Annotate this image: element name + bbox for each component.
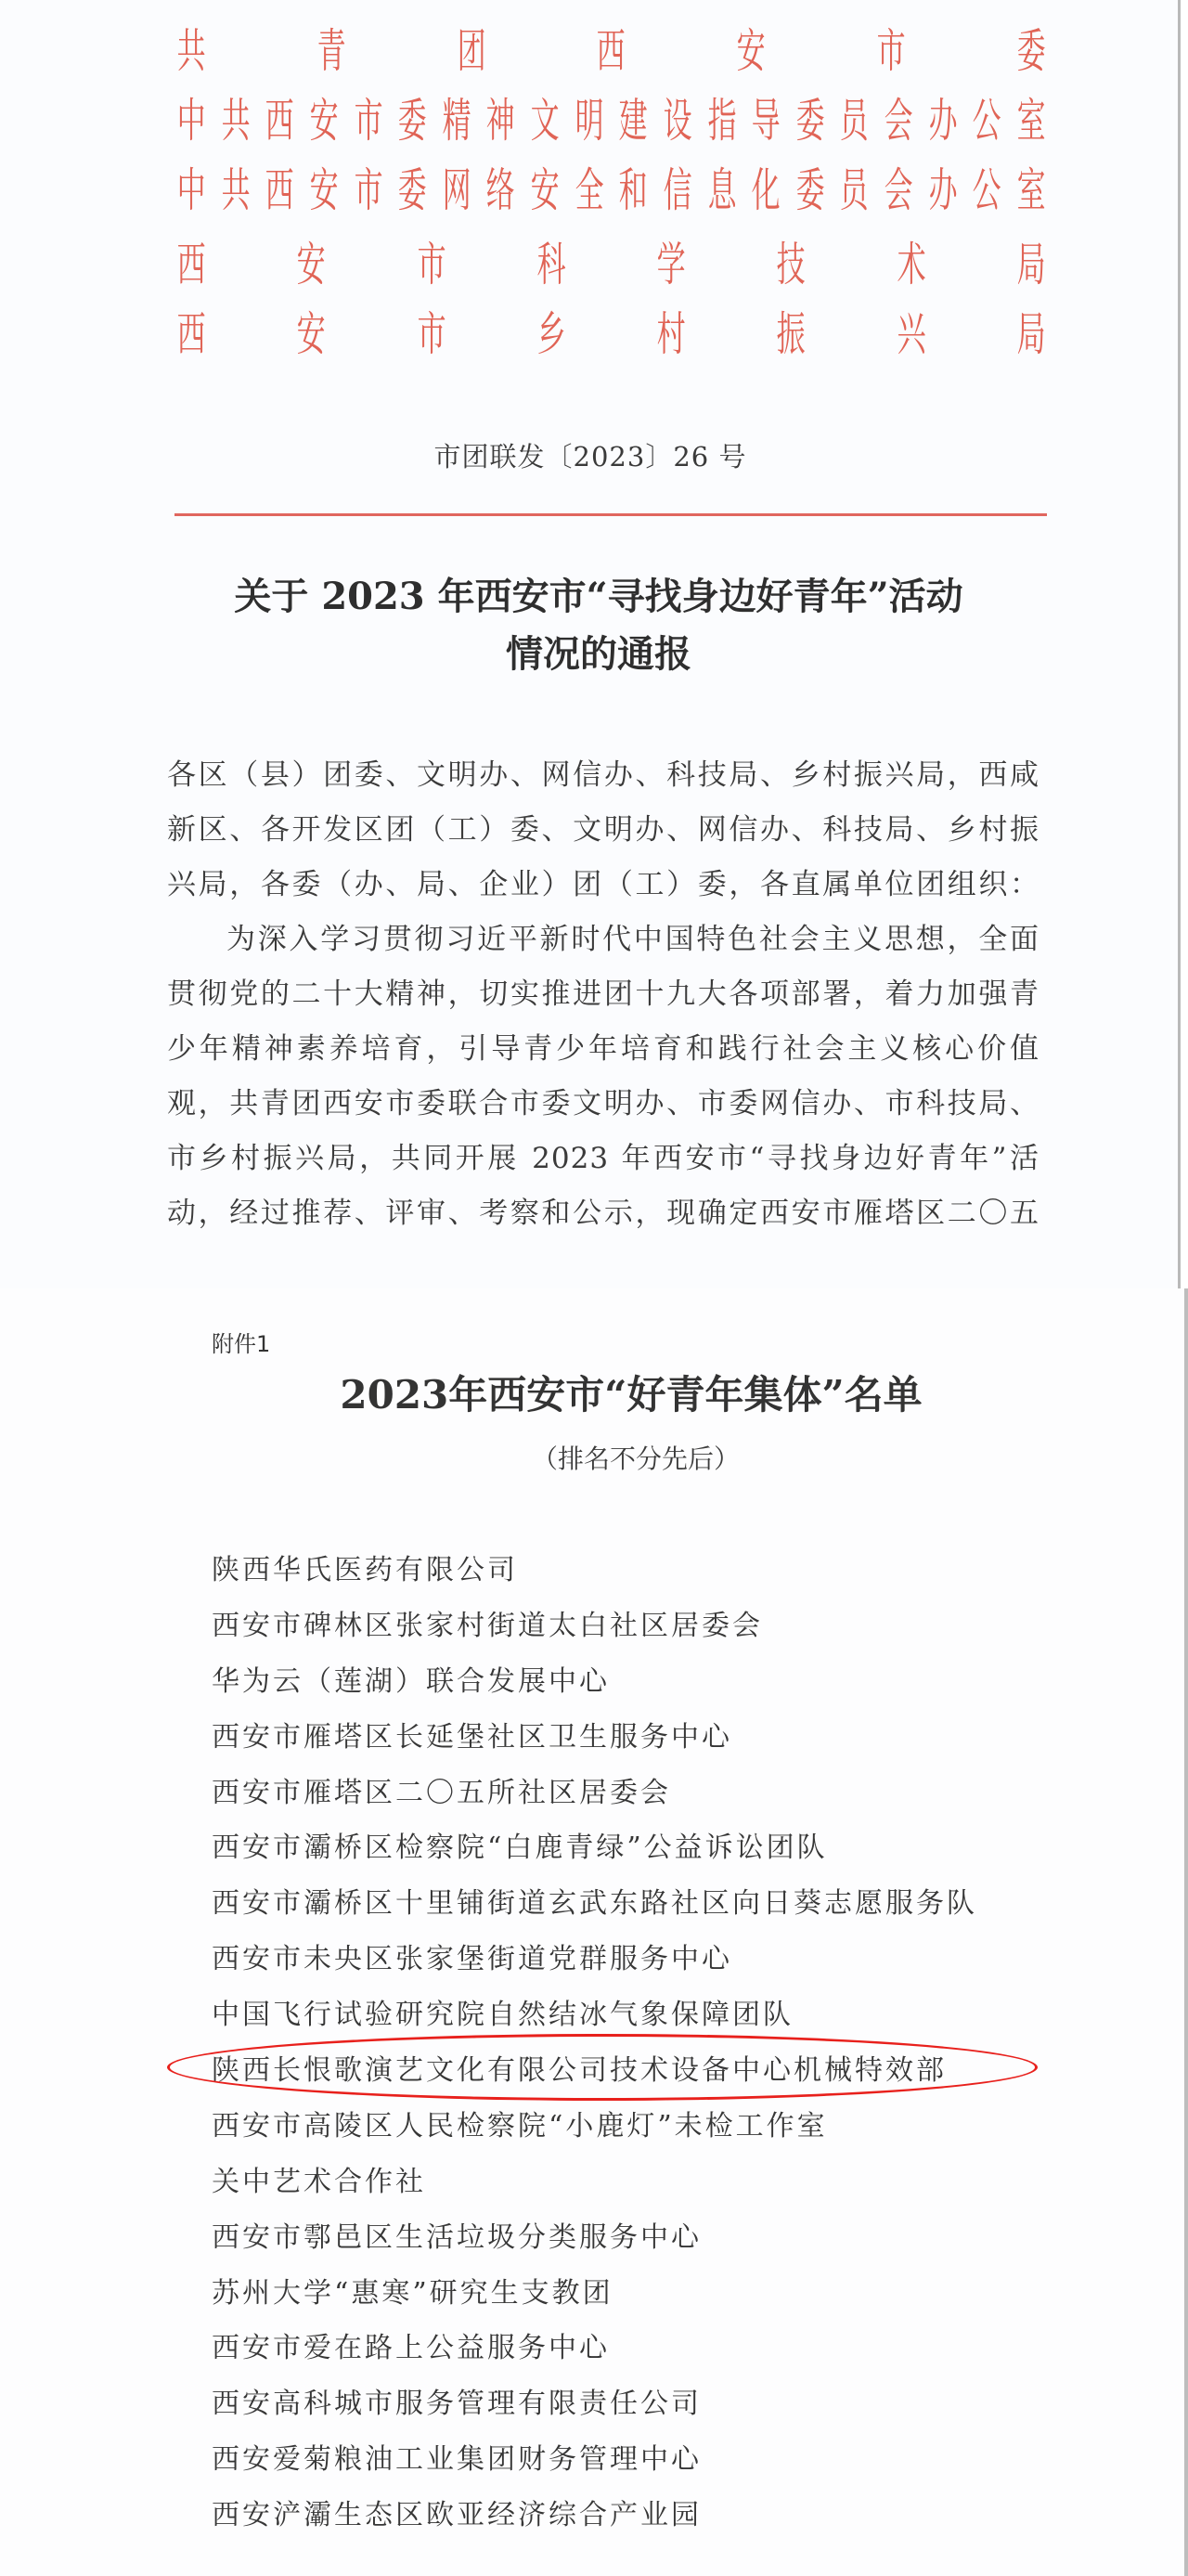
- attachment-label: 附件1: [212, 1331, 271, 1357]
- masthead-row: [170, 232, 1047, 297]
- list-title: 2023年西安市“好青年集体”名单: [340, 1372, 923, 1417]
- masthead-char: 文: [530, 94, 560, 148]
- list-item: 西安市雁塔区二〇五所社区居委会: [212, 1776, 671, 1809]
- notice-title-line-2: 情况的通报: [506, 632, 691, 676]
- masthead-char: 室: [1016, 163, 1046, 217]
- masthead-char: 共: [221, 94, 251, 148]
- red-divider-line: [174, 513, 1047, 516]
- masthead-row: [170, 158, 1047, 223]
- masthead-char: 指: [707, 94, 737, 148]
- masthead-char: 全: [575, 163, 604, 217]
- notice-title: [148, 568, 1049, 683]
- list-item: 西安市雁塔区长延堡社区卫生服务中心: [212, 1720, 732, 1754]
- masthead-char: 共: [221, 163, 251, 217]
- list-item: 西安市未央区张家堡街道党群服务中心: [212, 1943, 732, 1976]
- masthead-char: 西: [597, 24, 626, 78]
- list-item: 西安高科城市服务管理有限责任公司: [212, 2388, 702, 2421]
- masthead-char: 市: [354, 163, 383, 217]
- list-item: 华为云（莲湖）联合发展中心: [212, 1664, 610, 1698]
- list-item-highlighted: 陕西长恨歌演艺文化有限公司技术设备中心机械特效部: [212, 2054, 947, 2088]
- body-paragraph-line: 为深入学习贯彻习近平新时代中国特色社会主义思想，全面: [226, 923, 1040, 956]
- masthead-char: 神: [485, 94, 515, 148]
- organization-list: [212, 1543, 977, 2544]
- masthead-char: 导: [751, 94, 781, 148]
- masthead-char: 和: [618, 163, 648, 217]
- masthead-char: 西: [176, 307, 206, 361]
- addressee-line: 各区（县）团委、文明办、网信办、科技局、乡村振兴局，西咸: [167, 758, 1040, 792]
- masthead-char: 安: [296, 238, 326, 291]
- masthead-char: 委: [397, 163, 427, 217]
- masthead-char: 精: [442, 94, 471, 148]
- masthead-char: 中: [176, 163, 206, 217]
- masthead-char: 局: [1016, 307, 1046, 361]
- masthead-char: 市: [354, 94, 383, 148]
- notice-body: [167, 748, 1040, 1241]
- masthead-char: 西: [265, 94, 294, 148]
- masthead-char: 团: [457, 24, 486, 78]
- notice-title-line-1: 关于 2023 年西安市“寻找身边好青年”活动: [234, 575, 963, 618]
- document-number: 市团联发〔2023〕26 号: [433, 441, 747, 472]
- list-item: 西安市高陵区人民检察院“小鹿灯”未检工作室: [212, 2109, 828, 2142]
- masthead-char: 局: [1016, 238, 1046, 291]
- masthead-char: 化: [751, 163, 781, 217]
- masthead-char: 市: [417, 238, 446, 291]
- masthead-char: 络: [485, 163, 515, 217]
- masthead-char: 青: [316, 24, 346, 78]
- masthead-char: 振: [777, 307, 807, 361]
- masthead-char: 科: [536, 238, 566, 291]
- masthead-row: [170, 19, 1047, 84]
- masthead-char: 公: [972, 163, 1001, 217]
- body-paragraph-line: 市乡村振兴局，共同开展 2023 年西安市“寻找身边好青年”活: [167, 1142, 1040, 1175]
- list-item: 中国飞行试验研究院自然结冰气象保障团队: [212, 1999, 794, 2032]
- masthead-char: 市: [876, 24, 906, 78]
- masthead-char: 市: [417, 307, 446, 361]
- masthead-char: 西: [176, 238, 206, 291]
- body-paragraph-line: 观，共青团西安市委联合市委文明办、市委网信办、市科技局、: [167, 1087, 1040, 1120]
- masthead-char: 委: [795, 163, 825, 217]
- masthead-row: [170, 302, 1047, 367]
- masthead-char: 息: [707, 163, 737, 217]
- masthead-char: 员: [839, 163, 869, 217]
- masthead-char: 委: [795, 94, 825, 148]
- list-item: 关中艺术合作社: [212, 2165, 426, 2198]
- list-item: 西安爱菊粮油工业集团财务管理中心: [212, 2443, 702, 2477]
- masthead-char: 乡: [536, 307, 566, 361]
- body-paragraph-line: 贯彻党的二十大精神，切实推进团十九大各项部署，着力加强青: [167, 977, 1040, 1011]
- masthead-char: 安: [530, 163, 560, 217]
- masthead-char: 安: [309, 94, 339, 148]
- masthead-char: 术: [897, 238, 926, 291]
- notice-page: [0, 0, 1181, 1288]
- masthead-char: 会: [884, 163, 913, 217]
- list-item: 苏州大学“惠寒”研究生支教团: [212, 2276, 613, 2310]
- masthead-char: 信: [663, 163, 692, 217]
- masthead-char: 网: [442, 163, 471, 217]
- masthead-char: 共: [176, 24, 206, 78]
- masthead-row: [170, 88, 1047, 153]
- list-subtitle: （排名不分先后）: [531, 1443, 740, 1474]
- list-item: 西安市灞桥区十里铺街道玄武东路社区向日葵志愿服务队: [212, 1887, 977, 1921]
- list-item: 西安浐灞生态区欧亚经济综合产业园: [212, 2499, 702, 2532]
- masthead-char: 员: [839, 94, 869, 148]
- masthead-char: 兴: [897, 307, 926, 361]
- addressee-line: 新区、各开发区团（工）委、文明办、网信办、科技局、乡村振: [167, 813, 1040, 847]
- masthead-char: 安: [309, 163, 339, 217]
- masthead-char: 明: [575, 94, 604, 148]
- masthead-char: 室: [1016, 94, 1046, 148]
- masthead-char: 办: [928, 163, 958, 217]
- masthead-char: 村: [656, 307, 686, 361]
- list-item: 西安市灞桥区检察院“白鹿青绿”公益诉讼团队: [212, 1832, 828, 1865]
- masthead-char: 安: [296, 307, 326, 361]
- masthead-char: 中: [176, 94, 206, 148]
- masthead-char: 技: [777, 238, 807, 291]
- body-paragraph-line: 少年精神素养培育，引导青少年培育和践行社会主义核心价值: [167, 1032, 1040, 1066]
- list-item: 陕西华氏医药有限公司: [212, 1554, 518, 1586]
- masthead-char: 委: [397, 94, 427, 148]
- masthead-char: 委: [1016, 24, 1046, 78]
- masthead-char: 建: [618, 94, 648, 148]
- list-item: 西安市碑林区张家村街道太白社区居委会: [212, 1609, 763, 1642]
- masthead-char: 西: [265, 163, 294, 217]
- masthead-char: 公: [972, 94, 1001, 148]
- list-item: 西安市鄠邑区生活垃圾分类服务中心: [212, 2220, 702, 2254]
- masthead-char: 安: [736, 24, 766, 78]
- masthead-char: 设: [663, 94, 692, 148]
- masthead-char: 会: [884, 94, 913, 148]
- masthead-char: 学: [656, 238, 686, 291]
- masthead-char: 办: [928, 94, 958, 148]
- list-item: 西安市爱在路上公益服务中心: [212, 2332, 610, 2365]
- addressee-line: 兴局，各委（办、局、企业）团（工）委，各直属单位团组织：: [167, 868, 1040, 901]
- body-paragraph-line: 动，经过推荐、评审、考察和公示，现确定西安市雁塔区二〇五: [167, 1197, 1040, 1230]
